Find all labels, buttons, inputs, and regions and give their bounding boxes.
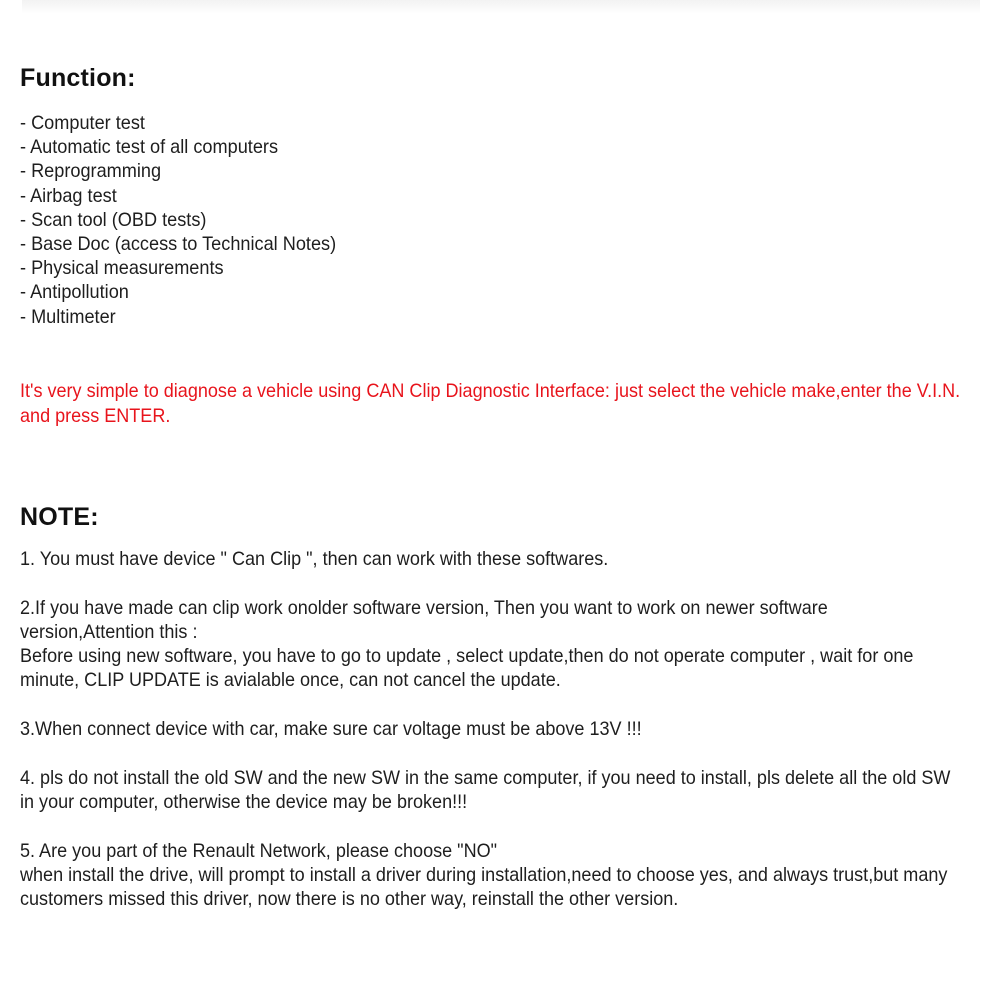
note-item-2	[20, 596, 982, 693]
diagnose-highlight-text	[20, 379, 973, 428]
function-item-airbag-test: - Airbag test	[20, 184, 117, 207]
highlight-line-2: and press ENTER.	[20, 404, 171, 427]
note-5-line-1: 5. Are you part of the Renault Network, please choose "NO"	[20, 839, 498, 862]
note-item-1	[20, 547, 982, 571]
note-2-line-1: 2.If you have made can clip work onolder software version, Then you want to work on newer software	[20, 596, 828, 619]
function-list	[20, 111, 336, 329]
function-item-scan-tool: - Scan tool (OBD tests)	[20, 208, 207, 231]
function-item-antipollution: - Antipollution	[20, 281, 129, 304]
function-item-multimeter: - Multimeter	[20, 305, 116, 328]
note-2-line-2: version,Attention this :	[20, 620, 198, 643]
note-5-line-2: when install the drive, will prompt to install a driver during installation,need to choose yes, and always trust,but many	[20, 863, 948, 886]
note-item-4	[20, 766, 982, 815]
function-item-computer-test: - Computer test	[20, 112, 145, 134]
function-heading: Function:	[20, 64, 136, 92]
function-item-base-doc: - Base Doc (access to Technical Notes)	[20, 233, 337, 256]
note-item-3	[20, 717, 982, 741]
function-item-automatic-test: - Automatic test of all computers	[20, 136, 279, 159]
note-1-line-1: 1. You must have device " Can Clip ", then can work with these softwares.	[20, 548, 609, 570]
note-4-line-1: 4. pls do not install the old SW and the new SW in the same computer, if you need to install, pls delete all the old SW	[20, 766, 951, 789]
note-3-line-1: 3.When connect device with car, make sure car voltage must be above 13V !!!	[20, 718, 642, 741]
function-item-reprogramming: - Reprogramming	[20, 160, 162, 183]
top-image-strip	[22, 0, 980, 14]
function-item-physical-measurements: - Physical measurements	[20, 257, 224, 280]
note-5-line-3: customers missed this driver, now there is no other way, reinstall the other version.	[20, 888, 679, 911]
note-item-5	[20, 839, 982, 912]
note-2-line-4: minute, CLIP UPDATE is avialable once, can not cancel the update.	[20, 669, 561, 692]
note-2-line-3: Before using new software, you have to go to update , select update,then do not operate computer , wait for one	[20, 645, 914, 668]
note-heading: NOTE:	[20, 503, 99, 531]
highlight-line-1: It's very simple to diagnose a vehicle using CAN Clip Diagnostic Interface: just select the vehicle make,enter the V.I.N.	[20, 380, 961, 402]
note-list	[20, 547, 982, 936]
note-4-line-2: in your computer, otherwise the device may be broken!!!	[20, 790, 468, 813]
